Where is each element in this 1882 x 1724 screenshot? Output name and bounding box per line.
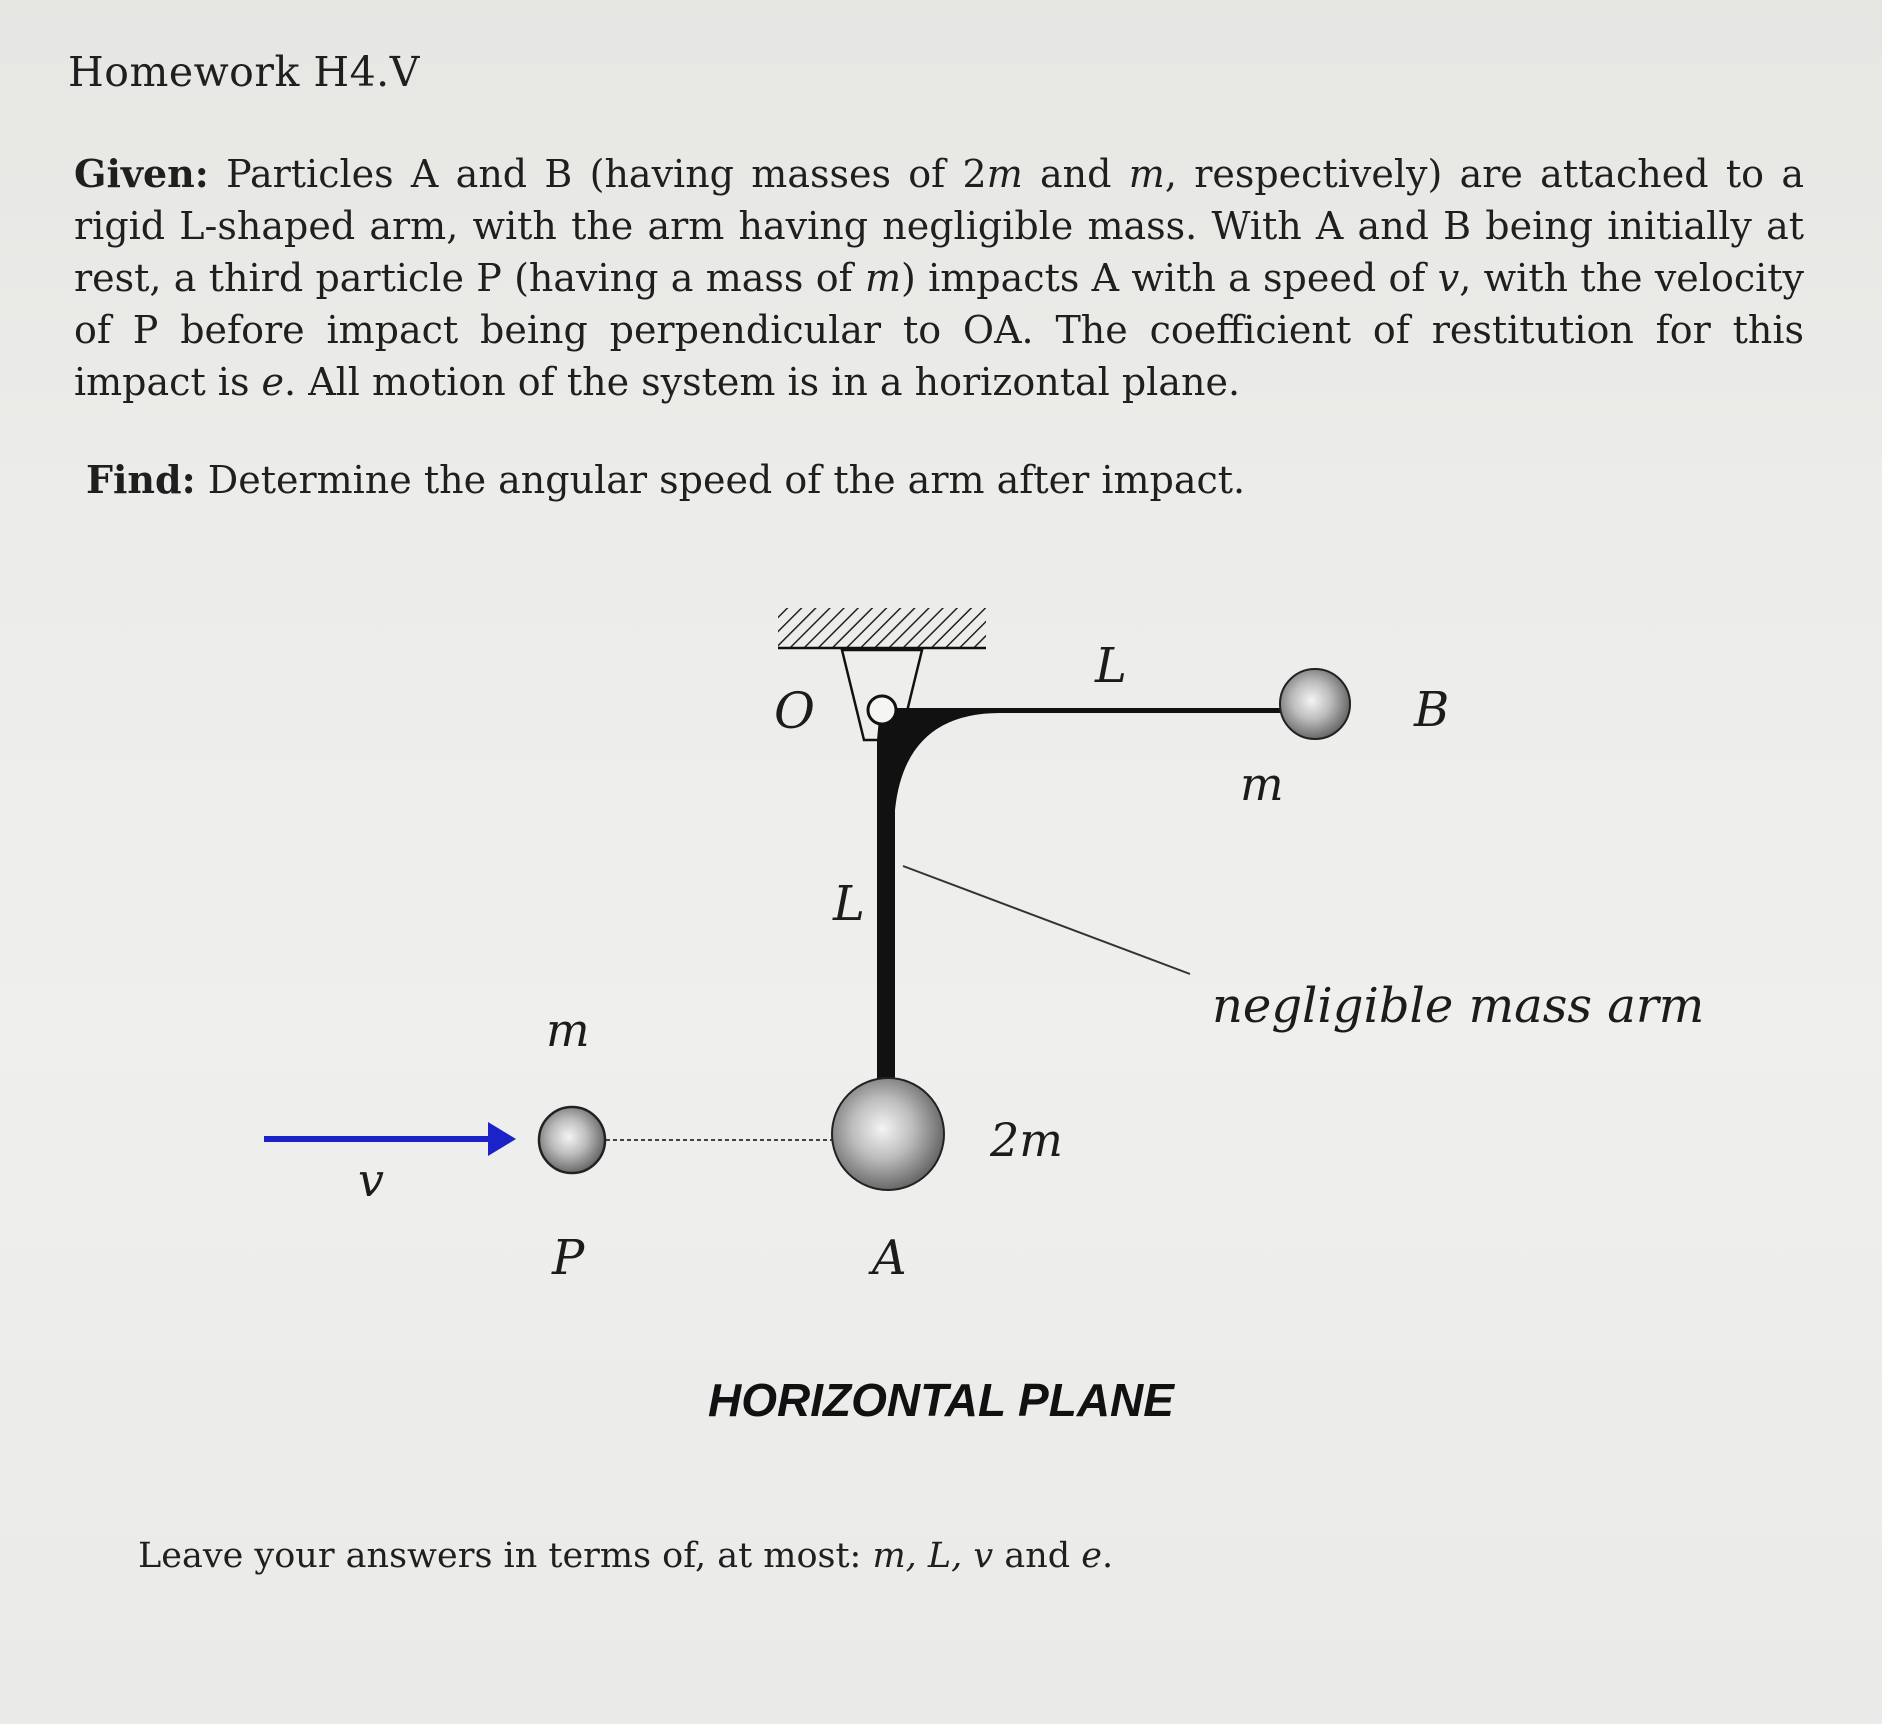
label-mass-p: m xyxy=(546,1003,590,1057)
given-text-6: . All motion of the system is in a horizontal plane. xyxy=(284,360,1241,404)
label-a: A xyxy=(872,1230,907,1286)
label-v: v xyxy=(358,1153,384,1207)
find-label: Find: xyxy=(86,457,196,502)
particle-p xyxy=(539,1107,605,1173)
find-text: Determine the angular speed of the arm after impact. xyxy=(207,458,1246,502)
pin-o-circle xyxy=(868,696,896,724)
given-text-4: ) impacts A with a speed of xyxy=(901,256,1438,300)
particle-a xyxy=(832,1078,944,1190)
fixed-support-hatch xyxy=(778,608,986,648)
given-var-v: v xyxy=(1437,256,1460,300)
given-var-m3: m xyxy=(864,256,901,300)
find-paragraph xyxy=(86,454,1816,506)
note-vars: m, L, v xyxy=(872,1536,994,1576)
note-and: and xyxy=(993,1536,1082,1576)
velocity-arrowhead xyxy=(488,1122,516,1156)
label-l-vertical: L xyxy=(833,876,865,932)
given-var-e: e xyxy=(261,360,285,404)
given-text-2: and xyxy=(1022,152,1129,196)
label-mass-a: 2m xyxy=(990,1113,1063,1167)
homework-title: Homework H4.V xyxy=(68,48,420,96)
given-paragraph xyxy=(74,148,1804,408)
note-end: . xyxy=(1102,1536,1114,1576)
label-o: O xyxy=(774,682,815,740)
given-text-1: Particles A and B (having masses of 2 xyxy=(226,152,987,196)
given-var-m2: m xyxy=(1128,152,1165,196)
label-p: P xyxy=(552,1230,585,1286)
particle-b xyxy=(1280,669,1350,739)
note-text: Leave your answers in terms of, at most: xyxy=(138,1536,873,1576)
given-text-5: , with the velocity of P before impact being perpendicular to OA. The coefficient of restitution for this impact is xyxy=(74,256,1804,404)
given-label: Given: xyxy=(74,151,209,196)
label-mass-b: m xyxy=(1240,757,1284,811)
given-text-3: , respectively) are attached to a rigid L-shaped arm, with the arm having negligible mass. With A and B being initially at rest, a third particle P (having a mass of xyxy=(74,152,1804,300)
label-l-horizontal: L xyxy=(1095,638,1127,694)
note-last-var: e xyxy=(1081,1536,1102,1576)
label-arm: negligible mass arm xyxy=(1212,978,1705,1034)
answer-note xyxy=(138,1536,1113,1576)
given-var-m1: m xyxy=(986,152,1023,196)
plane-caption: HORIZONTAL PLANE xyxy=(708,1374,1174,1426)
arm-leader-line xyxy=(903,866,1190,974)
label-b: B xyxy=(1414,682,1450,738)
impact-diagram xyxy=(0,560,1882,1460)
